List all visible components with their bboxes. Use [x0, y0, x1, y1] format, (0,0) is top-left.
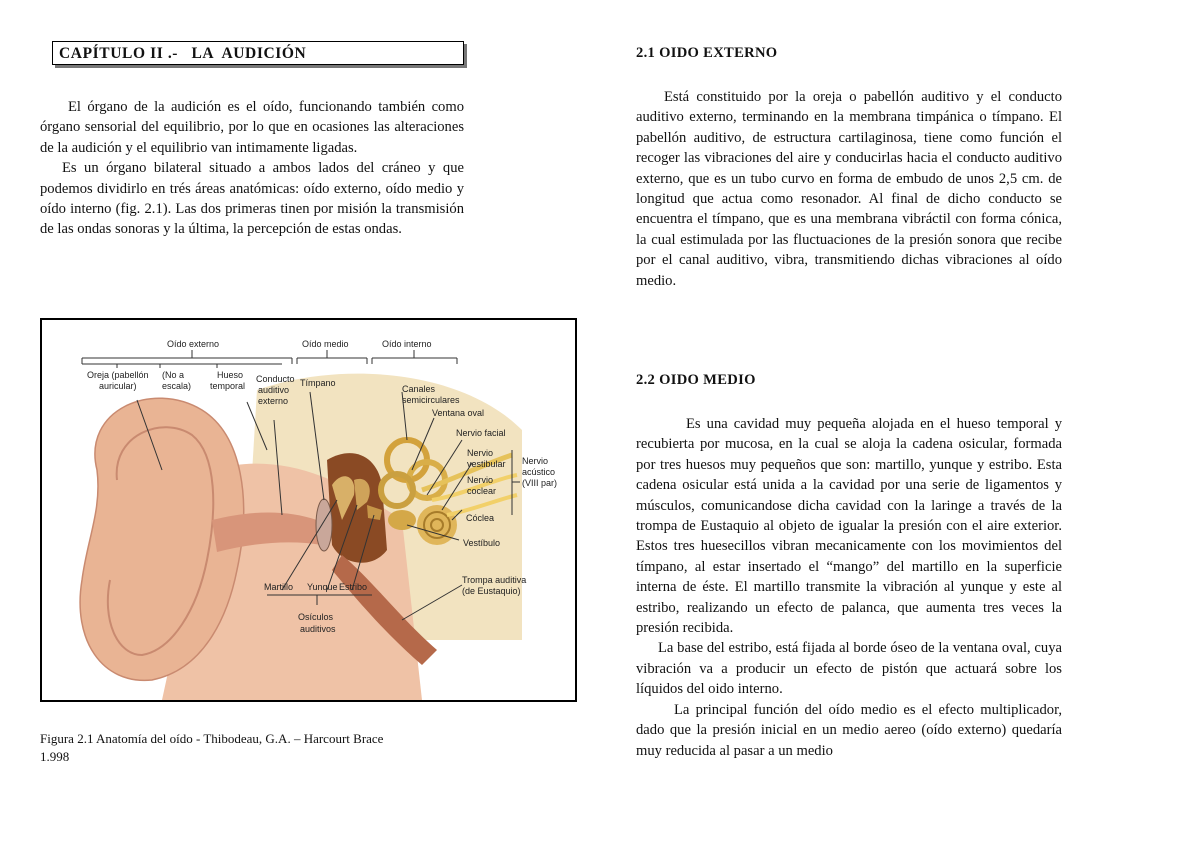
outer-ear-text: [636, 87, 1062, 291]
ear-anatomy-illustration: [42, 320, 575, 700]
figure-caption-line-1: Figura 2.1 Anatomía del oído - Thibodeau, G.A. – Harcourt Brace: [40, 731, 384, 746]
label-eustachian-2: (de Eustaquio): [462, 586, 521, 596]
label-canal-1: Conducto: [256, 374, 295, 384]
label-oval-window: Ventana oval: [432, 408, 485, 418]
section-heading-middle-ear: 2.2 OIDO MEDIO: [636, 372, 756, 388]
middle-ear-text: [636, 414, 1062, 761]
label-no-scale-2: escala): [162, 381, 192, 391]
label-ossicles-1: Osículos: [298, 612, 334, 622]
vestibule-shape: [388, 510, 416, 530]
label-malleus: Martillo: [264, 582, 294, 592]
label-acoustic-nerve-1: Nervio: [522, 456, 549, 466]
label-eustachian-1: Trompa auditiva: [462, 575, 527, 585]
label-pinna-2: auricular): [99, 381, 137, 391]
label-canal-3: externo: [258, 396, 289, 406]
label-acoustic-nerve-3: (VIII par): [522, 478, 558, 488]
figure-caption-line-2: 1.998: [40, 749, 70, 764]
label-temporal-bone-2: temporal: [210, 381, 246, 391]
label-ossicles-2: auditivos: [300, 624, 336, 634]
chapter-title: CAPÍTULO II .- LA AUDICIÓN: [52, 41, 464, 65]
right-page: [636, 0, 1062, 849]
label-inner-ear: Oído interno: [382, 339, 432, 349]
intro-paragraph-1: El órgano de la audición es el oído, funcionando también como órgano sensorial del equilibrio, por lo que en ocasiones las alteraciones de la audición y el equilibrio van intimamente ligadas.: [40, 99, 464, 156]
label-cochlea: Cóclea: [466, 513, 495, 523]
label-semicircular-2: semicirculares: [402, 395, 460, 405]
label-vestibule: Vestíbulo: [463, 538, 501, 548]
label-outer-ear: Oído externo: [167, 339, 220, 349]
section-heading-outer-ear: 2.1 OIDO EXTERNO: [636, 45, 778, 61]
label-middle-ear: Oído medio: [302, 339, 349, 349]
label-vestibular-nerve-2: vestibular: [467, 459, 506, 469]
outer-ear-paragraph: Está constituido por la oreja o pabellón auditivo y el conducto auditivo externo, terminando en la membrana timpánica o tímpano. El pabellón auditivo, de estructura cartilaginosa, tiene como función el recoger las vibraciones del aire y conducirlas hacia el conducto auditivo externo, que es un tubo curvo en forma de embudo de unos 2,5 cm. de longitud que actua como resonador. Al final de dicho conducto se encuentra el tímpano, que es una membrana vibráctil con forma cónica, la cual estimulada por las fluctuaciones de la presión sonora que recibe por el canal auditivo, vibra, transmitiendo dichas vibraciones al oído medio.: [636, 89, 1062, 289]
label-eardrum: Tímpano: [300, 378, 336, 388]
ear-anatomy-figure: [40, 318, 577, 702]
figure-caption: [40, 730, 470, 766]
label-temporal-bone-1: Hueso: [217, 370, 244, 380]
left-page: [40, 0, 558, 849]
label-cochlear-nerve-1: Nervio: [467, 475, 494, 485]
intro-paragraph-2: Es un órgano bilateral situado a ambos lados del cráneo y que podemos dividirlo en trés áreas anatómicas: oído externo, oído medio y oído interno (fig. 2.1). Las dos primeras tinen por misión la transmisión de las ondas sonoras y la última, la percepción de estas ondas.: [40, 160, 464, 238]
label-acoustic-nerve-2: acústico: [522, 467, 556, 477]
label-stapes: Estribo: [339, 582, 368, 592]
label-incus: Yunque: [307, 582, 338, 592]
label-vestibular-nerve-1: Nervio: [467, 448, 494, 458]
label-cochlear-nerve-2: coclear: [467, 486, 497, 496]
middle-ear-paragraph-1: Es una cavidad muy pequeña alojada en el hueso temporal y recubierta por mucosa, en la cual se aloja la cadena osicular, formada por tres huesos muy pequeños que son: martillo, yunque y estribo. Esta cadena osicular está unida a la cavidad por una serie de ligamentos y músculos, comunicandose dicha cavidad con la laringe a través de la trompa de Eustaquio al objeto de igualar la presión con el aire exterior. Estos tres huesecillos vibran mecanicamente con los movimientos del tímpano, al estar insertado el “mango” del martillo en la superficie interna de éste. El martillo transmite la vibración al yunque y este al estribo, realizando un efecto de palanca, que aumenta tres veces la presión recibida.: [636, 416, 1062, 637]
label-no-scale-1: (No a: [162, 370, 185, 380]
label-canal-2: auditivo: [258, 385, 290, 395]
label-semicircular-1: Canales: [402, 384, 436, 394]
label-facial-nerve: Nervio facial: [456, 428, 506, 438]
label-pinna-1: Oreja (pabellón: [87, 370, 149, 380]
middle-ear-paragraph-2: La base del estribo, está fijada al borde óseo de la ventana oval, cuya vibración va a producir un efecto de pistón que actuará sobre los líquidos del oido interno.: [636, 640, 1062, 698]
middle-ear-paragraph-3: La principal función del oído medio es el efecto multiplicador, dado que la presión inicial en un medio aereo (oído externo) quedaría muy reducida al pasar a un medio: [636, 701, 1062, 759]
intro-text: [40, 97, 464, 240]
eardrum-shape: [316, 499, 332, 551]
